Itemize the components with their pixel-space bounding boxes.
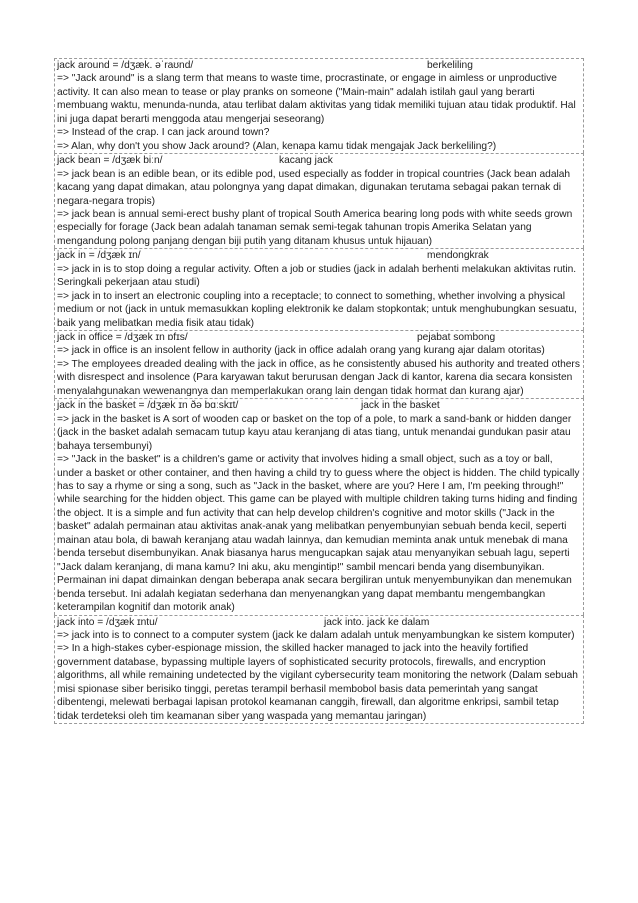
entry-jack-in-office: [54, 330, 584, 398]
entry-definition: => jack in the basket is A sort of wooden cap or basket on the top of a pole, to mark a sand-bank or hidden danger (jack in the basket adalah semacam tutup kayu atau keranjang di atas tiang, untuk menandai gundukan pasir atau bahaya tersembunyi): [57, 413, 572, 452]
entry-example: => The employees dreaded dealing with the jack in office, as he consistently abused his authority and treated others with disrespect and insolence (Para karyawan takut berurusan dengan Jack di kantor, karena dia secara konsisten menyalahgunakan wewenangnya dan memperlakukan orang lain dengan tidak hormat dan kurang ajar): [57, 358, 580, 397]
entry-term: jack bean = /dʒæk biːn/: [57, 155, 163, 167]
entry-jack-into: [54, 615, 584, 725]
entry-heading: [57, 331, 581, 344]
entry-translation: pejabat sombong: [417, 332, 496, 344]
entry-definition: => "Jack in the basket" is a children's game or activity that involves hiding a small object, such as a toy or ball, under a basket or other container, and then having a child try to guess where the object is hidden. The child typically has to say a rhyme or sing a song, such as "Jack in the basket, where are you? Here I am, I'm peeking through!" while searching for the hidden object. This game can be played with multiple children taking turns hiding and finding the object. It is a simple and fun activity that can help develop children's cognitive and motor skills ("Jack in the basket" adalah permainan atau aktivitas anak-anak yang melibatkan penyembunyian sebuah benda kecil, seperti mainan atau bola, di bawah keranjang atau wadah lainnya, dan kemudian meminta anak untuk menebak di mana benda tersebut disembunyikan. Anak biasanya harus mengucapkan sajak atau menyanyikan sebuah lagu, seperti "Jack dalam keranjang, di mana kamu? Ini aku, aku mengintip!" sambil mencari benda yang disembunyikan. Permainan ini dapat dimainkan dengan beberapa anak secara bergiliran untuk menyembunyikan dan menemukan benda tersebut. Ini adalah kegiatan sederhana dan menyenangkan yang dapat membantu mengembangkan keterampilan kognitif dan motorik anak): [57, 454, 580, 614]
entry-term: jack in office = /dʒæk ɪn ɒfɪs/: [57, 332, 188, 344]
entry-definition: => jack in to insert an electronic coupling into a receptacle; to connect to something, whether involving a physical medium or not (jack in untuk memasukkan kopling elektronik ke dalam stopkontak; untuk menghubungkan sesuatu, baik yang melibatkan media fisik atau tidak): [57, 290, 577, 329]
entry-definition: => jack in office is an insolent fellow in authority (jack in office adalah orang yang kurang ajar dalam otoritas): [57, 345, 545, 357]
entry-heading: [57, 616, 581, 629]
entry-definition: => jack into is to connect to a computer system (jack ke dalam adalah untuk menyambungkan ke sistem komputer): [57, 629, 575, 641]
entry-translation: jack in the basket: [361, 400, 440, 412]
entry-heading: [57, 249, 581, 262]
entry-translation: jack into. jack ke dalam: [324, 616, 430, 628]
entry-translation: mendongkrak: [427, 250, 489, 262]
entry-definition: => "Jack around" is a slang term that means to waste time, procrastinate, or engage in aimless or unproductive activity. It can also mean to tease or play pranks on someone ("Main-main" adalah istilah gaul yang berarti membuang waktu, menunda-nunda, atau terlibat dalam aktivitas yang tidak memiliki tujuan atau tidak produktif. Hal ini juga dapat berarti menggoda atau mengerjai seseorang): [57, 73, 576, 125]
entry-jack-bean: [54, 153, 584, 248]
entry-term: jack in = /dʒæk ɪn/: [57, 250, 141, 262]
entry-jack-around: [54, 58, 584, 153]
entry-translation: berkeliling: [427, 60, 473, 71]
entry-jack-in: [54, 248, 584, 330]
entry-heading: [57, 59, 581, 72]
entry-heading: [57, 154, 581, 167]
entry-term: jack into = /dʒæk ɪntu/: [57, 616, 158, 628]
entry-example: => Instead of the crap. I can jack around town?: [57, 127, 270, 139]
entry-example: => Alan, why don't you show Jack around? (Alan, kenapa kamu tidak mengajak Jack berkeliling?): [57, 140, 497, 152]
entry-term: jack around = /dʒæk. əˈraʊnd/: [57, 60, 194, 71]
entry-translation: kacang jack: [279, 155, 333, 167]
entry-definition: => jack bean is an edible bean, or its edible pod, used especially as fodder in tropical countries (Jack bean adalah kacang yang dapat dimakan, atau polongnya yang dapat dimakan, digunakan terutama sebagai pakan ternak di negara-negara tropis): [57, 168, 571, 207]
glossary-page: [54, 58, 584, 724]
entry-definition: => jack bean is annual semi-erect bushy plant of tropical South America bearing long pods with white seeds grown especially for forage (Jack bean adalah tanaman semak semi-tegak tahunan tropis Amerika Selatan yang mengandung polong panjang dengan biji putih yang ditanam khusus untuk hijauan): [57, 208, 573, 247]
entry-example: => In a high-stakes cyber-espionage mission, the skilled hacker managed to jack into the heavily fortified government database, bypassing multiple layers of sophisticated security protocols, firewalls, and encryption algorithms, all while remaining undetected by the vigilant cybersecurity team monitoring the network (Dalam sebuah misi spionase siber berisiko tinggi, peretas terampil berhasil membobol basis data pemerintah yang sangat dibentengi, melewati berbagai lapisan protokol keamanan canggih, firewall, dan algoritme enkripsi, sambil tetap tidak terdeteksi oleh tim keamanan siber yang waspada yang memantau jaringan): [57, 643, 578, 722]
entry-term: jack in the basket = /dʒæk ɪn ðə bɑːskɪt/: [57, 400, 239, 412]
entry-jack-in-the-basket: [54, 398, 584, 614]
entry-heading: [57, 399, 581, 412]
entry-definition: => jack in is to stop doing a regular activity. Often a job or studies (jack in adalah berhenti melakukan aktivitas rutin. Seringkali pekerjaan atau studi): [57, 263, 577, 289]
